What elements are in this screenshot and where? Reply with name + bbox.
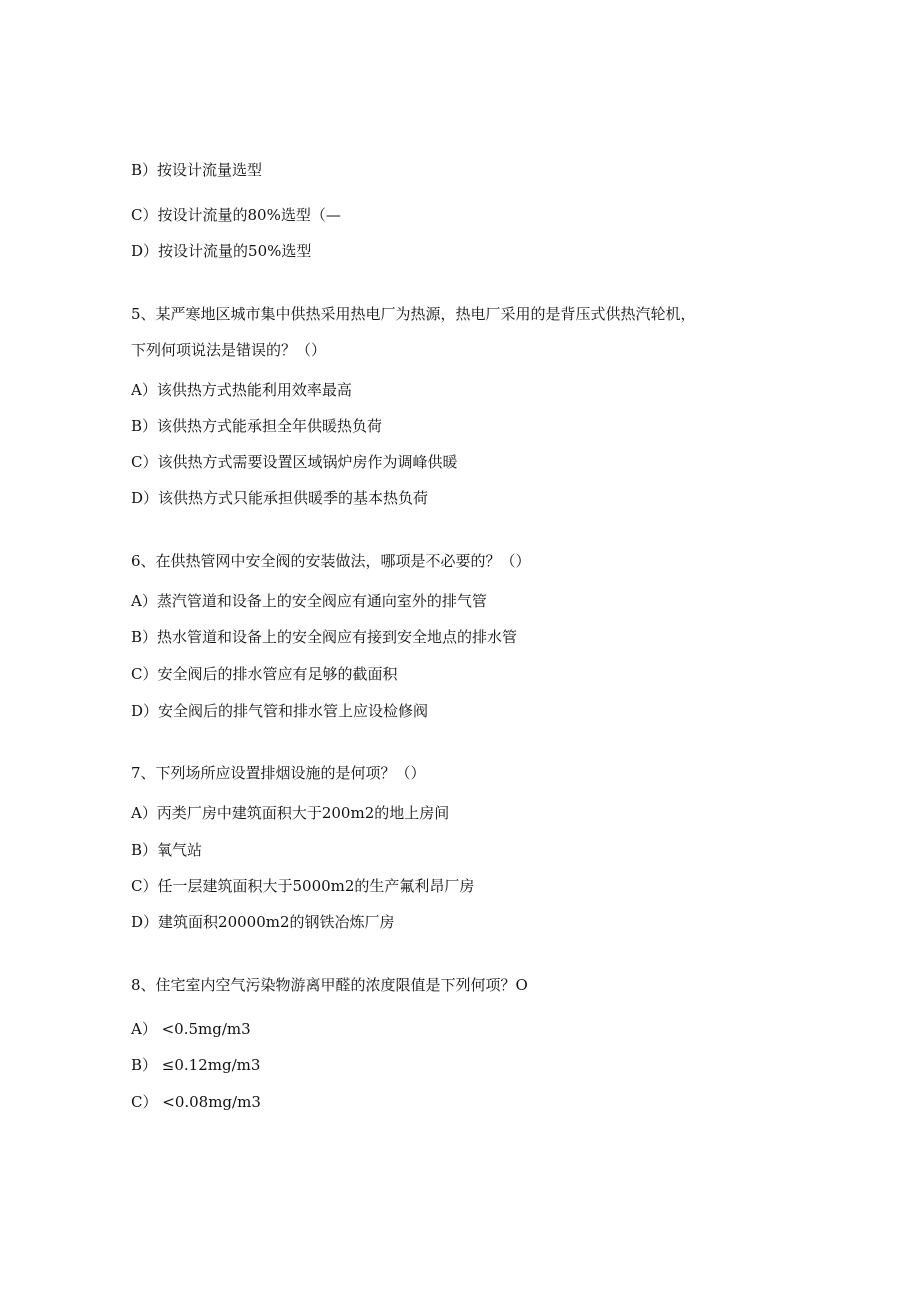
option-a-q7: A）丙类厂房中建筑面积大于200m2的地上房间 [131, 804, 450, 822]
question-6: 6、在供热管网中安全阀的安装做法，哪项是不必要的？（） [131, 552, 531, 570]
option-d-q5: D）该供热方式只能承担供暖季的基本热负荷 [131, 489, 429, 507]
option-a-q5: A）该供热方式热能利用效率最高 [131, 381, 352, 399]
option-c-q7: C）任一层建筑面积大于5000m2的生产氟利昂厂房 [131, 877, 475, 895]
option-c-q8: C） <0.08mg∕m3 [131, 1093, 261, 1111]
option-a-q8: A） <0.5mg∕m3 [131, 1020, 251, 1038]
option-b-q6: B）热水管道和设备上的安全阀应有接到安全地点的排水管 [131, 628, 518, 646]
option-a-q6: A）蒸汽管道和设备上的安全阀应有通向室外的排气管 [131, 592, 487, 610]
option-b-q8: B） ≤0.12mg∕m3 [131, 1056, 261, 1074]
question-8: 8、住宅室内空气污染物游离甲醛的浓度限值是下列何项？O [131, 976, 528, 994]
question-5-line-2: 下列何项说法是错误的？（） [131, 341, 327, 359]
option-b-q4: B）按设计流量选型 [131, 161, 263, 179]
question-7: 7、下列场所应设置排烟设施的是何项？（） [131, 764, 426, 782]
option-c-q4: C）按设计流量的80%选型（— [131, 206, 341, 224]
option-c-q6: C）安全阀后的排水管应有足够的截面积 [131, 665, 398, 683]
option-d-q7: D）建筑面积20000m2的钢铁冶炼厂房 [131, 913, 395, 931]
option-c-q5: C）该供热方式需要设置区域锅炉房作为调峰供暖 [131, 453, 458, 471]
option-d-q4: D）按设计流量的50%选型 [131, 242, 312, 260]
option-d-q6: D）安全阀后的排气管和排水管上应设检修阀 [131, 702, 429, 720]
option-b-q7: B）氧气站 [131, 841, 203, 859]
question-5-line-1: 5、某严寒地区城市集中供热采用热电厂为热源，热电厂采用的是背压式供热汽轮机， [131, 305, 696, 323]
option-b-q5: B）该供热方式能承担全年供暖热负荷 [131, 417, 383, 435]
